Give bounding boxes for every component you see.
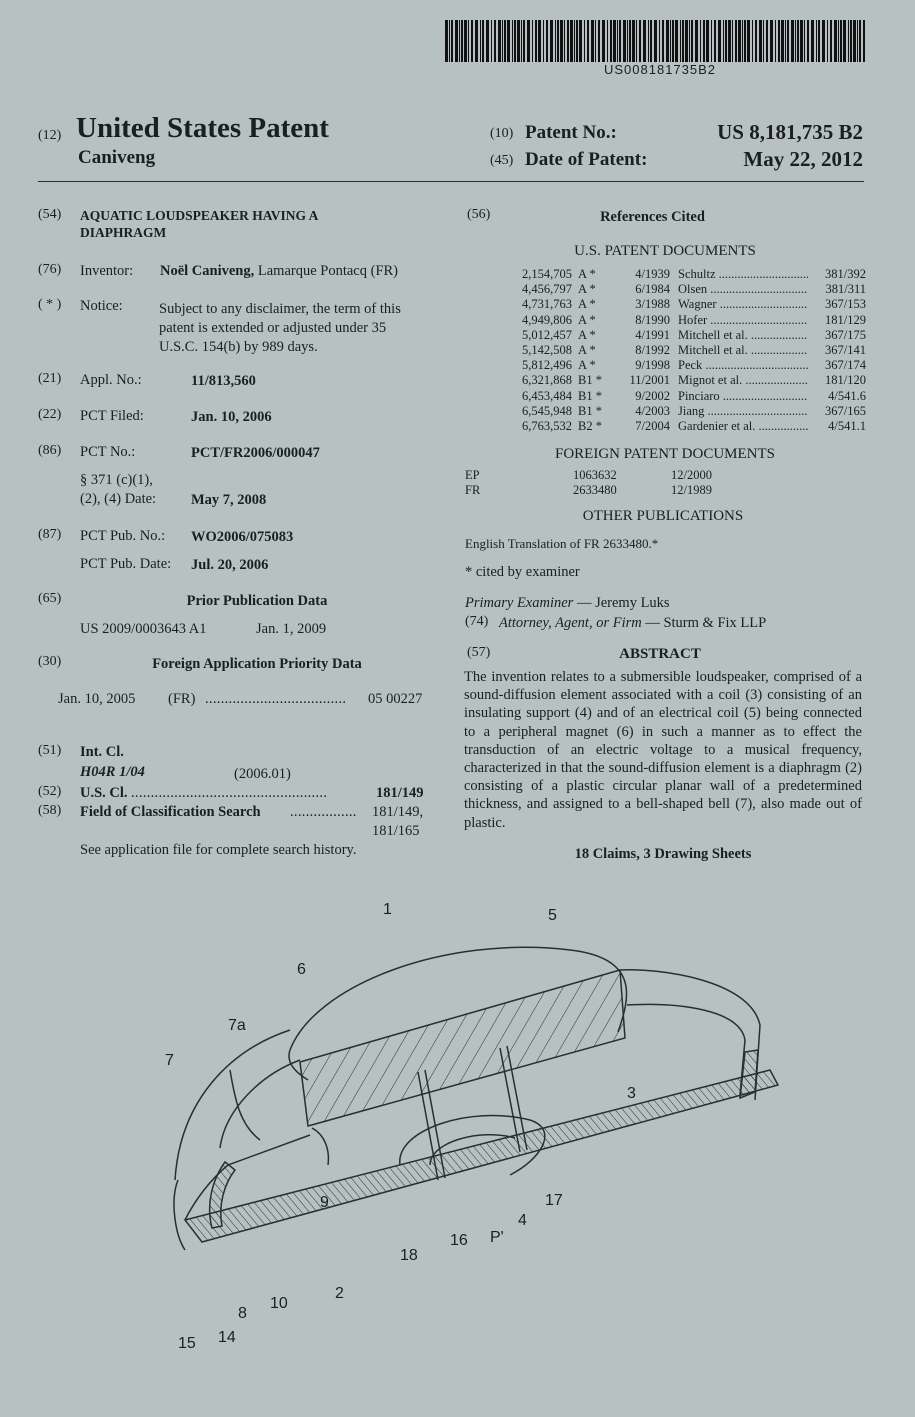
s371-line2: (2), (4) Date: bbox=[80, 491, 157, 507]
inventor-label: Inventor: bbox=[80, 263, 134, 279]
code-56: (56) bbox=[467, 207, 491, 222]
ref-class: 4/541.6 bbox=[828, 388, 866, 403]
ref-name: Gardenier et al. ..... bbox=[670, 419, 808, 434]
ref-number: 6,763,532 bbox=[522, 419, 572, 434]
drawing-label: 4 bbox=[518, 1212, 527, 1229]
code-21: (21) bbox=[38, 371, 62, 386]
foreign-ref-date: 12/2000 bbox=[671, 468, 712, 482]
cited-by-examiner: * cited by examiner bbox=[465, 564, 580, 580]
pct-pub-date: Jul. 20, 2006 bbox=[191, 557, 269, 573]
loudspeaker-drawing bbox=[140, 880, 800, 1360]
ref-kind: B1 * bbox=[578, 373, 602, 388]
ref-class: 367/153 bbox=[825, 297, 866, 312]
drawing-label: 7a bbox=[228, 1017, 246, 1034]
notice-line3: U.S.C. 154(b) by 989 days. bbox=[159, 339, 318, 355]
ref-kind: A * bbox=[578, 358, 596, 373]
date-of-patent: May 22, 2012 bbox=[743, 147, 863, 171]
foreign-references-list bbox=[465, 468, 765, 498]
drawing-label: 2 bbox=[335, 1285, 344, 1302]
drawing-label: 17 bbox=[545, 1192, 563, 1209]
us-reference-row bbox=[498, 328, 866, 343]
ref-name: Mitchell et al. ..... bbox=[670, 343, 808, 358]
drawing-label: 10 bbox=[270, 1295, 288, 1312]
ref-number: 4,731,763 bbox=[522, 297, 572, 312]
invention-title-line2: DIAPHRAGM bbox=[80, 225, 167, 240]
us-reference-row bbox=[498, 343, 866, 358]
attorney-label: Attorney, Agent, or Firm bbox=[499, 615, 642, 631]
barcode bbox=[445, 20, 865, 62]
drawing-label: 1 bbox=[383, 901, 392, 918]
pct-no: PCT/FR2006/000047 bbox=[191, 445, 320, 461]
ref-name: Schultz ..... bbox=[670, 267, 808, 282]
ref-kind: A * bbox=[578, 343, 596, 358]
primary-examiner-line bbox=[465, 594, 670, 612]
ref-number: 4,949,806 bbox=[522, 312, 572, 327]
ref-date: 11/2001 bbox=[629, 373, 670, 388]
ref-date: 6/1984 bbox=[635, 282, 670, 297]
patent-title: United States Patent bbox=[76, 112, 329, 144]
code-12: (12) bbox=[38, 128, 62, 143]
notice-line2: patent is extended or adjusted under 35 bbox=[159, 320, 387, 336]
pct-filed: Jan. 10, 2006 bbox=[191, 409, 272, 425]
field-search-value2: 181/165 bbox=[372, 823, 420, 839]
drawing-label: 5 bbox=[548, 907, 557, 924]
inventor-line bbox=[160, 262, 398, 280]
field-search-value1: 181/149, bbox=[372, 804, 424, 820]
ref-kind: B2 * bbox=[578, 419, 602, 434]
code-notice: ( * ) bbox=[38, 297, 62, 312]
drawing-label: 3 bbox=[627, 1085, 636, 1102]
ref-kind: B1 * bbox=[578, 403, 602, 418]
ref-kind: A * bbox=[578, 327, 596, 342]
us-references-list bbox=[498, 267, 866, 434]
date-of-patent-label: Date of Patent: bbox=[525, 149, 648, 170]
ref-class: 367/175 bbox=[825, 327, 866, 342]
inventor-surname: Caniveng bbox=[78, 147, 156, 168]
field-search-label: Field of Classification Search bbox=[80, 804, 261, 820]
foreign-priority-country: (FR) bbox=[168, 691, 196, 707]
s371-date: May 7, 2008 bbox=[191, 492, 267, 508]
references-cited-heading: References Cited bbox=[600, 209, 705, 225]
ref-name: Mignot et al. ..... bbox=[670, 373, 808, 388]
primary-examiner: — Jeremy Luks bbox=[573, 595, 670, 611]
ref-name: Jiang ..... bbox=[670, 404, 808, 419]
foreign-priority-dots: .................................... bbox=[205, 691, 347, 707]
ref-name: Peck ..... bbox=[670, 358, 808, 373]
appl-no-label: Appl. No.: bbox=[80, 372, 142, 388]
us-reference-row bbox=[498, 389, 866, 404]
other-publications-heading: OTHER PUBLICATIONS bbox=[582, 508, 744, 524]
us-patent-docs-heading: U.S. PATENT DOCUMENTS bbox=[574, 243, 756, 259]
drawing-label: 7 bbox=[165, 1052, 174, 1069]
ref-name: Pinciaro ..... bbox=[670, 389, 808, 404]
pct-no-label: PCT No.: bbox=[80, 444, 136, 460]
ref-kind: A * bbox=[578, 312, 596, 327]
us-reference-row bbox=[498, 404, 866, 419]
us-reference-row bbox=[498, 267, 866, 282]
notice-line1: Subject to any disclaimer, the term of this bbox=[159, 301, 401, 317]
ref-date: 4/1939 bbox=[635, 267, 670, 281]
primary-examiner-label: Primary Examiner bbox=[465, 595, 574, 611]
abstract-heading: ABSTRACT bbox=[619, 646, 701, 662]
code-57: (57) bbox=[467, 645, 491, 660]
code-76: (76) bbox=[38, 262, 62, 277]
ref-class: 381/311 bbox=[825, 282, 866, 297]
ref-date: 8/1990 bbox=[635, 312, 670, 327]
claims-drawing-sheets: 18 Claims, 3 Drawing Sheets bbox=[574, 846, 752, 862]
patent-number: US 8,181,735 B2 bbox=[717, 120, 863, 144]
ref-date: 4/2003 bbox=[635, 403, 670, 418]
prior-pub-no: US 2009/0003643 A1 bbox=[80, 621, 207, 637]
drawing-label: 6 bbox=[297, 961, 306, 978]
code-52: (52) bbox=[38, 784, 62, 799]
code-86: (86) bbox=[38, 443, 62, 458]
ref-class: 4/541.1 bbox=[828, 419, 866, 434]
ref-date: 9/1998 bbox=[635, 358, 670, 373]
ref-name: Mitchell et al. ..... bbox=[670, 328, 808, 343]
ref-class: 367/174 bbox=[825, 358, 866, 373]
us-reference-row bbox=[498, 297, 866, 312]
us-reference-row bbox=[498, 358, 866, 373]
foreign-priority-heading: Foreign Application Priority Data bbox=[152, 656, 362, 672]
pct-pub-no: WO2006/075083 bbox=[191, 529, 294, 545]
ref-kind: A * bbox=[578, 297, 596, 312]
ref-class: 181/120 bbox=[825, 373, 866, 388]
see-application-note: See application file for complete search history. bbox=[80, 842, 357, 858]
other-publication-text: English Translation of FR 2633480.* bbox=[465, 536, 659, 551]
drawing-label: P' bbox=[490, 1229, 504, 1246]
foreign-ref-num: 2633480 bbox=[573, 483, 617, 497]
foreign-reference-row bbox=[465, 483, 765, 498]
us-reference-row bbox=[498, 282, 866, 297]
field-search-dots: ................. bbox=[290, 804, 357, 820]
code-74: (74) bbox=[465, 614, 489, 629]
drawing-label: 8 bbox=[238, 1305, 247, 1322]
us-reference-row bbox=[498, 419, 866, 434]
ref-name: Wagner ..... bbox=[670, 297, 808, 312]
code-22: (22) bbox=[38, 407, 62, 422]
barcode-number: US008181735B2 bbox=[603, 62, 717, 77]
code-58: (58) bbox=[38, 803, 62, 818]
pct-pub-no-label: PCT Pub. No.: bbox=[80, 528, 166, 544]
ref-kind: A * bbox=[578, 267, 596, 281]
prior-pub-date: Jan. 1, 2009 bbox=[256, 621, 327, 637]
ref-number: 5,012,457 bbox=[522, 327, 572, 342]
ref-class: 367/165 bbox=[825, 403, 866, 418]
ref-kind: A * bbox=[578, 282, 596, 297]
patent-no-label: Patent No.: bbox=[525, 122, 617, 143]
foreign-ref-num: 1063632 bbox=[573, 468, 617, 482]
ref-number: 5,142,508 bbox=[522, 343, 572, 358]
int-cl-year: (2006.01) bbox=[234, 766, 291, 782]
ref-number: 2,154,705 bbox=[522, 267, 572, 281]
appl-no: 11/813,560 bbox=[191, 373, 256, 389]
ref-number: 6,545,948 bbox=[522, 403, 572, 418]
code-10: (10) bbox=[490, 126, 514, 141]
drawing-label: 15 bbox=[178, 1335, 196, 1352]
pct-filed-label: PCT Filed: bbox=[80, 408, 144, 424]
code-45: (45) bbox=[490, 153, 514, 168]
drawing-label: 9 bbox=[320, 1194, 329, 1211]
ref-class: 181/129 bbox=[825, 312, 866, 327]
foreign-ref-date: 12/1989 bbox=[671, 483, 712, 497]
foreign-priority-no: 05 00227 bbox=[368, 691, 423, 707]
ref-date: 4/1991 bbox=[635, 327, 670, 342]
drawing-label: 18 bbox=[400, 1247, 418, 1264]
code-30: (30) bbox=[38, 654, 62, 669]
foreign-reference-row bbox=[465, 468, 765, 483]
code-54: (54) bbox=[38, 207, 62, 222]
foreign-patent-docs-heading: FOREIGN PATENT DOCUMENTS bbox=[554, 446, 776, 462]
int-cl-code: H04R 1/04 bbox=[80, 764, 145, 780]
int-cl-label: Int. Cl. bbox=[80, 744, 124, 760]
ref-number: 6,453,484 bbox=[522, 388, 572, 403]
ref-date: 7/2004 bbox=[635, 419, 670, 434]
ref-name: Olsen ..... bbox=[670, 282, 808, 297]
ref-kind: B1 * bbox=[578, 388, 602, 403]
us-cl-dots: .................................................. bbox=[131, 785, 328, 801]
inventor-name: Noël Caniveng, bbox=[160, 263, 255, 279]
ref-number: 4,456,797 bbox=[522, 282, 572, 297]
drawing-label: 16 bbox=[450, 1232, 468, 1249]
ref-number: 5,812,496 bbox=[522, 358, 572, 373]
attorney: — Sturm & Fix LLP bbox=[641, 615, 767, 631]
ref-name: Hofer ..... bbox=[670, 313, 808, 328]
ref-number: 6,321,868 bbox=[522, 373, 572, 388]
code-51: (51) bbox=[38, 743, 62, 758]
us-reference-row bbox=[498, 313, 866, 328]
foreign-ref-country: FR bbox=[465, 483, 481, 497]
ref-date: 9/2002 bbox=[635, 388, 670, 403]
foreign-ref-country: EP bbox=[465, 468, 480, 482]
inventor-location: Lamarque Pontacq (FR) bbox=[254, 263, 399, 279]
notice-label: Notice: bbox=[80, 298, 123, 314]
prior-pub-heading: Prior Publication Data bbox=[186, 593, 328, 609]
header-rule bbox=[38, 181, 864, 182]
code-87: (87) bbox=[38, 527, 62, 542]
attorney-line bbox=[499, 614, 766, 632]
code-65: (65) bbox=[38, 591, 62, 606]
ref-class: 381/392 bbox=[825, 267, 866, 281]
abstract-text: The invention relates to a submersible loudspeaker, comprised of a sound-diffusion element associated with a coil (3) consisting of an insulating support (4) and of an electrical coil (5) being connected to a peripheral magnet (6) in such a manner as to effect the transduction of an electric voltage to a musical frequency, characterized in that the sound-diffusion element is a diaphragm (2) consisting of a plastic circular planar wall of a predetermined thickness, and assigned to a bell-shaped bell (7), also made out of plastic. bbox=[464, 669, 862, 831]
us-reference-row bbox=[498, 373, 866, 388]
drawing-label: 14 bbox=[218, 1329, 236, 1346]
foreign-priority-date: Jan. 10, 2005 bbox=[58, 691, 136, 707]
us-cl-label: U.S. Cl. bbox=[80, 785, 128, 801]
pct-pub-date-label: PCT Pub. Date: bbox=[80, 556, 172, 572]
ref-class: 367/141 bbox=[825, 343, 866, 358]
s371-line1: § 371 (c)(1), bbox=[80, 472, 153, 488]
invention-title-line1: AQUATIC LOUDSPEAKER HAVING A bbox=[80, 208, 319, 223]
ref-date: 8/1992 bbox=[635, 343, 670, 358]
us-cl-value: 181/149 bbox=[376, 785, 424, 801]
ref-date: 3/1988 bbox=[635, 297, 670, 312]
